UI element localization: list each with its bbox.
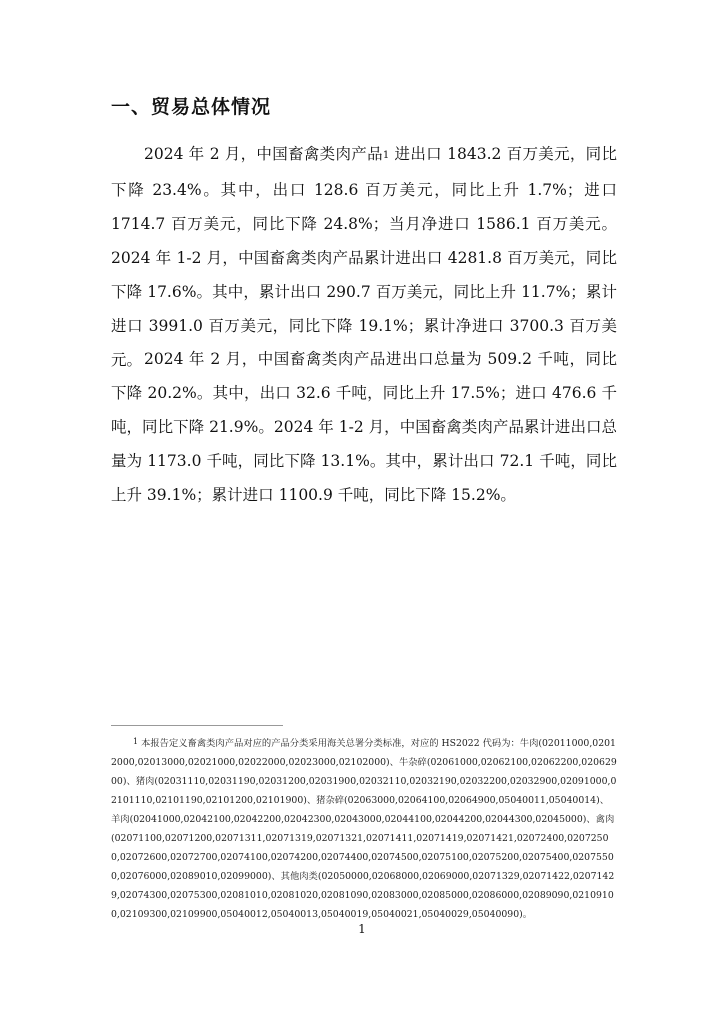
footnote-marker: 1 [382, 150, 390, 161]
paragraph-trade-volume: 2024 年 2 月，中国畜禽类肉产品进出口总量为 509.2 千吨，同比下降 20.2%。其中，出口 32.6 千吨，同比上升 17.5%；进口 476.6 千吨，同比下降 21.9%。2024 年 1-2 月，中国畜禽类肉产品累计进出口总量为 1173.0 千吨，同比下降 13.1%。其中，累计出口 72.1 千吨，同比上升 39.1%；累计进口 1100.9 千吨，同比下降 15.2%。 [111, 350, 617, 504]
paragraph-trade-value [111, 137, 617, 377]
paragraph-trade-value-rest: 进出口 1843.2 百万美元，同比下降 23.4%。其中，出口 128.6 百万美元，同比上升 1.7%；进口 1714.7 百万美元，同比下降 24.8%；当月净进口 1586.1 百万美元。2024 年 1-2 月，中国畜禽类肉产品累计进出口 4281.8 百万美元，同比下降 17.6%。其中，累计出口 290.7 百万美元，同比上升 11.7%；累计进口 3991.0 百万美元，同比下降 19.1%；累计净进口 3700.3 百万美元。 [111, 145, 617, 369]
footnote-number: 1 [133, 737, 139, 746]
footnote-separator [111, 725, 283, 726]
paragraph-trade-value-start: 2024 年 2 月，中国畜禽类肉产品 [144, 145, 383, 163]
page-number: 1 [358, 922, 366, 936]
footnote [111, 732, 617, 924]
footnote-text: 本报告定义畜禽类肉产品对应的产品分类采用海关总署分类标准，对应的 HS2022 代码为：牛肉(02011000,02012000,02013000,02021000,02022000,02023000,02102000)、牛杂碎(02061000,02062100,02062200,02062900)、猪肉(02031110,02031190,02031200,02031900,02032110,02032190,02032200,02032900,02091000,02101110,02101190,02101200,02101900)、猪杂碎(02063000,02064100,02064900,05040011,05040014)、羊肉(02041000,02042100,02042200,02042300,02043000,02044100,02044200,02044300,02045000)、禽肉(02071100,02071200,02071311,02071319,02071321,02071411,02071419,02071421,02072400,02072500,02072600,02072700,02074100,02074200,02074400,02074500,02075100,02075200,02075400,02075500,02076000,02089010,02099000)、其他肉类(02050000,02068000,02069000,02071329,02071422,02071429,02074300,02075300,02081010,02081020,02081090,02083000,02085000,02086000,02089090,02109100,02109300,02109900,05040012,05040013,05040019,05040021,05040029,05040090)。 [111, 738, 617, 920]
section-heading: 一、贸易总体情况 [111, 96, 272, 118]
